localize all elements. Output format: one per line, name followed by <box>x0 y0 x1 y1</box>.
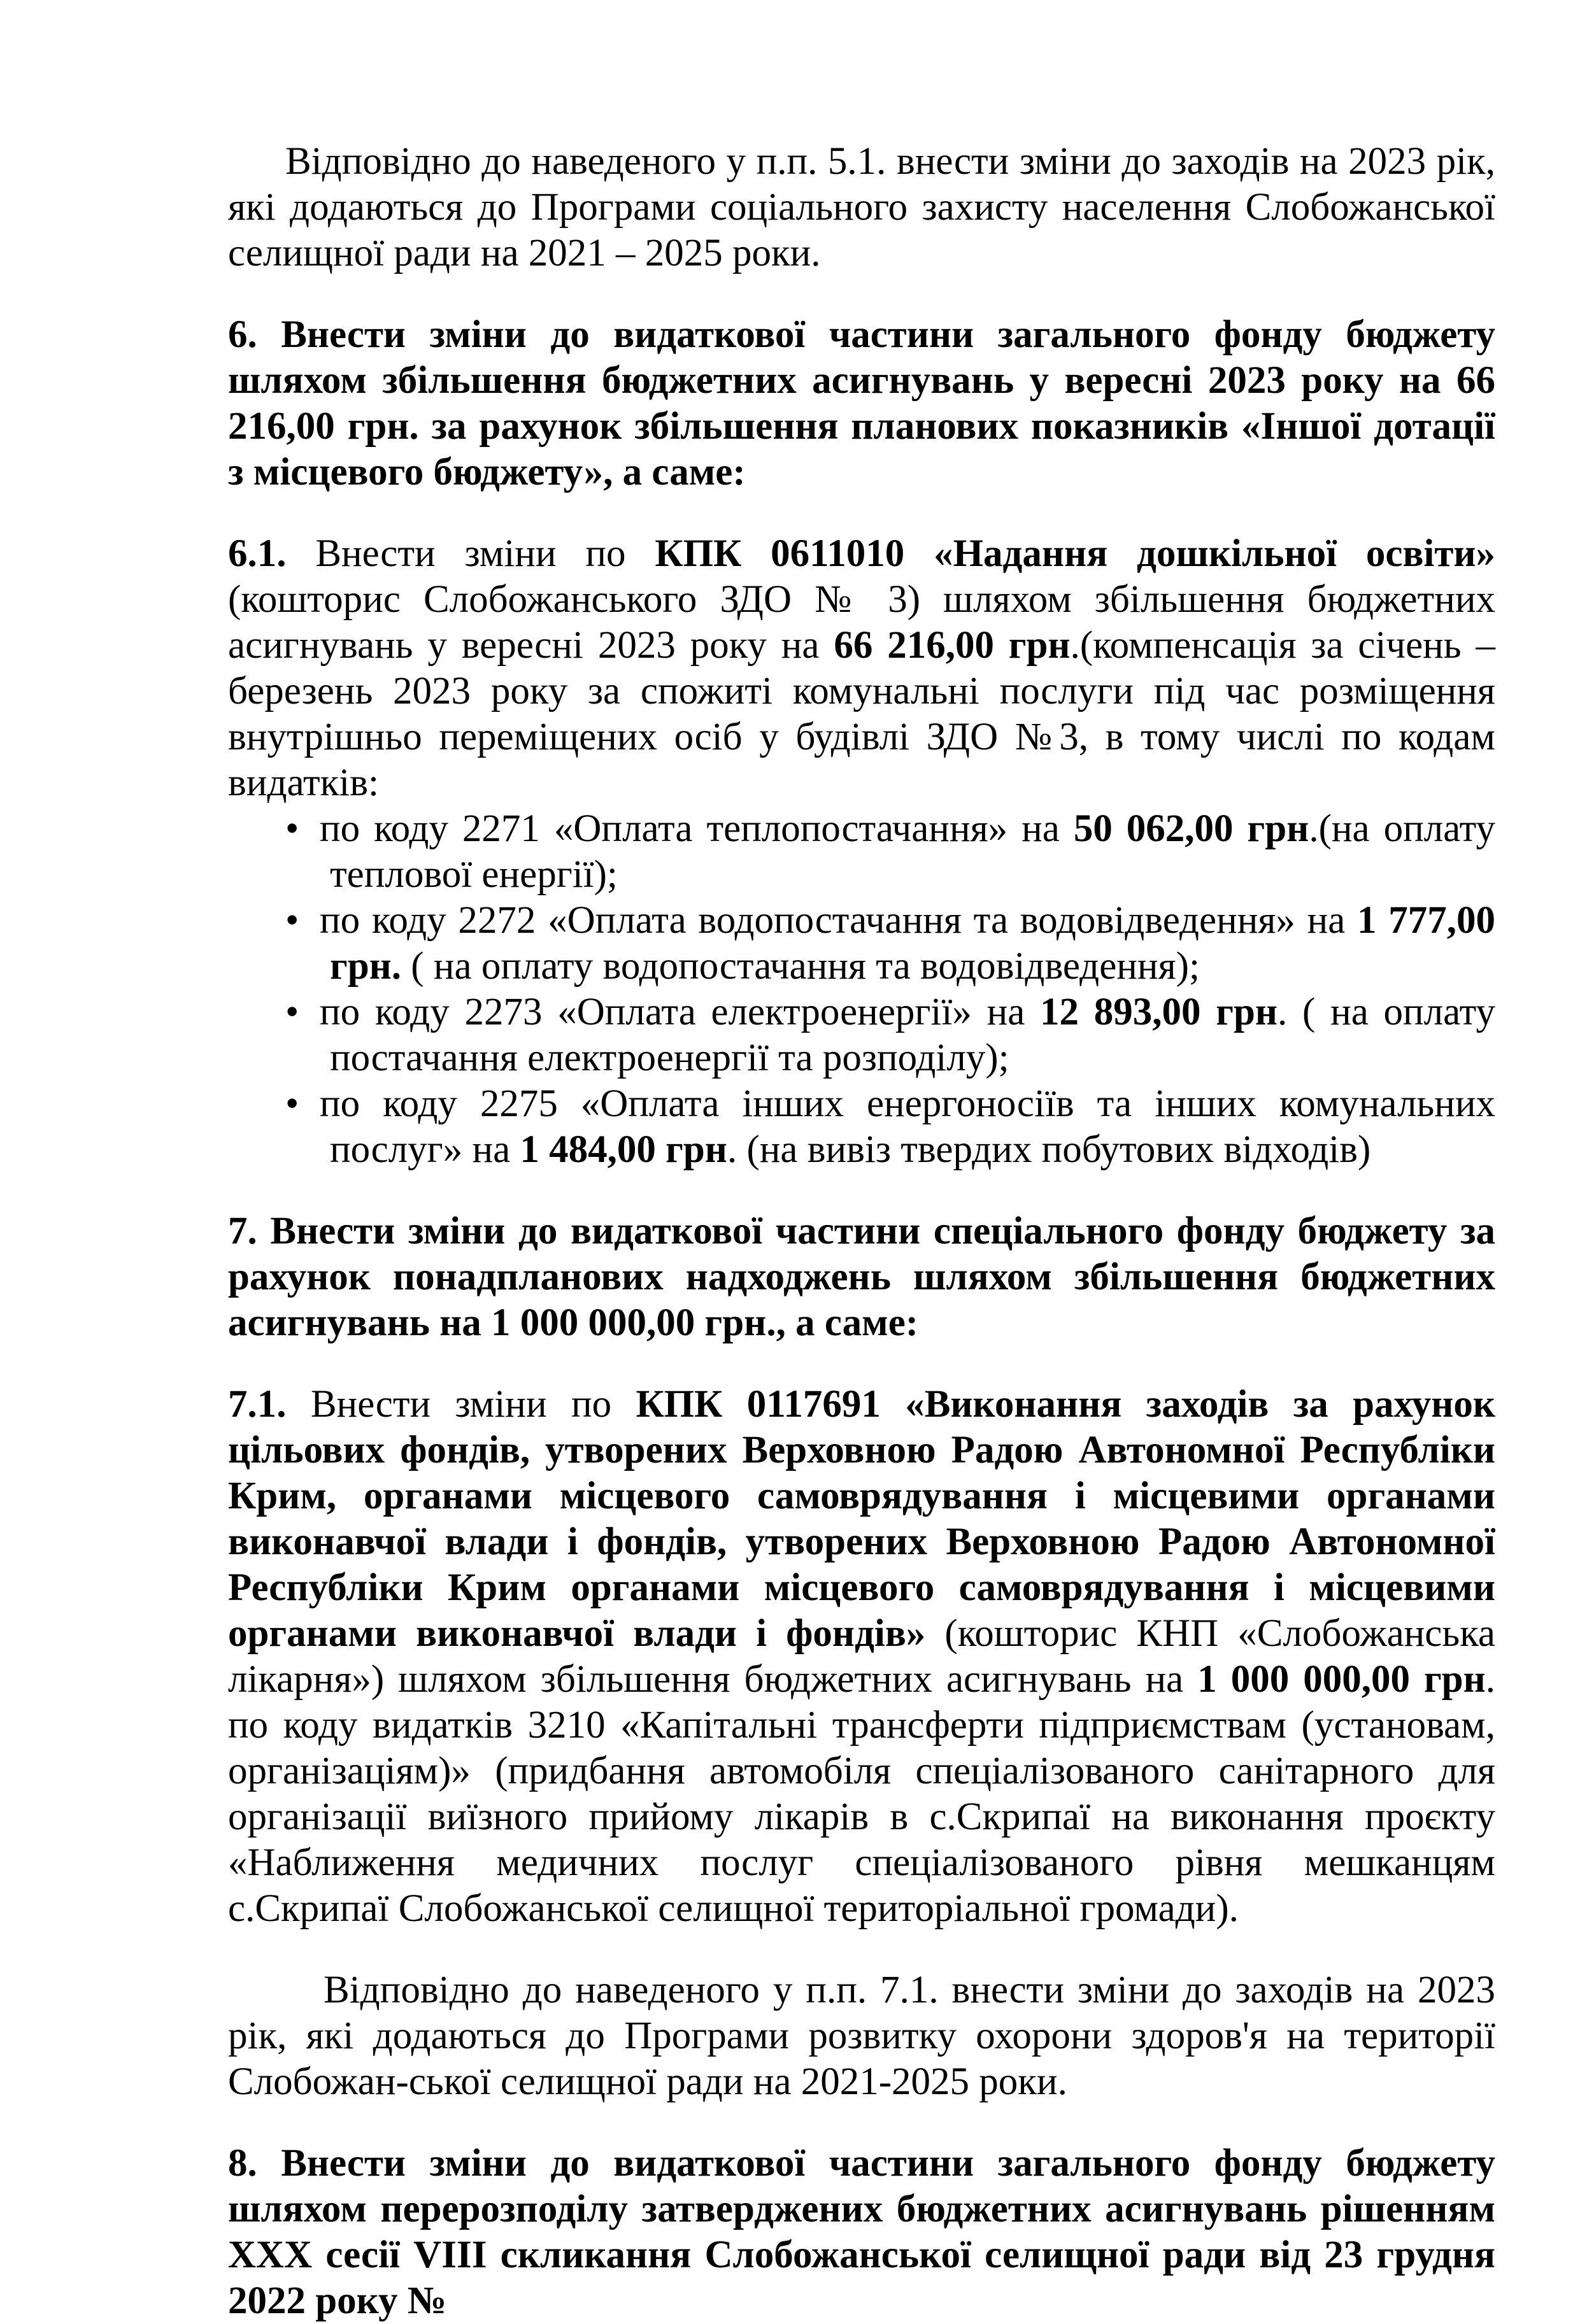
text: Внести зміни по <box>286 1383 636 1426</box>
text: (кошторис КНП «Слобожанська лікарня») шляхом збільшення бюджетних асигнувань на <box>228 1612 1495 1701</box>
text: .(на оплату теплової енергії); <box>330 807 1496 896</box>
bold-text: КПК 0611010 «Надання дошкільної освіти» <box>655 532 1495 575</box>
bold-text: 6. Внести зміни до видаткової частини загального фонду бюджету шляхом збільшення бюджетних асигнувань у вересні 2023 року на 66 216,00 грн. за рахунок збільшення планових показників «Іншої дотації з місцевого бюджету», а саме: <box>228 313 1495 493</box>
bold-text: 1 484,00 грн <box>520 1128 727 1171</box>
list-item <box>228 806 1495 898</box>
text: Відповідно до наведеного у п.п. 7.1. внести зміни до заходів на 2023 рік, які додаються до Програми розвитку охорони здоров'я на території Слобожан-ської селищної ради на 2021-2025 роки. <box>228 1969 1495 2103</box>
text: по коду 2271 «Оплата теплопостачання» на <box>320 807 1074 850</box>
bold-text: 6.1. <box>228 532 287 575</box>
bold-text: 1 000 000,00 грн <box>1197 1658 1486 1701</box>
bold-text: 7. Внести зміни до видаткової частини спеціального фонду бюджету за рахунок понадпланових надходжень шляхом збільшення бюджетних асигнувань на 1 000 000,00 грн., а саме: <box>228 1210 1495 1344</box>
section-7 <box>228 1208 1495 1346</box>
bold-text: 12 893,00 грн <box>1040 991 1278 1033</box>
text: Внести зміни по <box>286 532 655 575</box>
text: . по коду видатків 3210 «Капітальні трансферти підприємствам (установам, організаціям)» (придбання автомобіля спеціалізованого санітарного для організації виїзного прийому лікарів в с.Скрипаї на виконання проєкту «Наближення медичних послуг спеціалізованого рівня мешканцям с.Скрипаї Слобожанської селищної територіальної громади). <box>228 1658 1495 1930</box>
text: по коду 2273 «Оплата електроенергії» на <box>320 991 1041 1033</box>
bold-text: 1 777,00 грн. <box>330 899 1495 988</box>
para-5-1-note <box>228 139 1495 276</box>
para-7-1-note <box>228 1967 1495 2105</box>
section-6 <box>228 312 1495 495</box>
section-6-1 <box>228 531 1495 806</box>
section-8 <box>228 2141 1495 2324</box>
text: . ( на оплату постачання електроенергії та розподілу); <box>330 991 1495 1079</box>
expense-code-list <box>228 806 1495 1173</box>
bold-text: 7.1. <box>228 1383 287 1426</box>
bold-text: КПК 0117691 «Виконання заходів за рахунок цільових фондів, утворених Верховною Радою Автономної Республіки Крим, органами місцевого самоврядування і місцевими органами виконавчої влади і фондів, утворених Верховною Радою Автономної Республіки Крим органами місцевого самоврядування і місцевими органами виконавчої влади і фондів» <box>228 1383 1495 1655</box>
bold-text: 8. Внести зміни до видаткової частини загального фонду бюджету шляхом перерозподілу затверджених бюджетних асигнувань рішенням ХХХ сесії VIII скликання Слобожанської селищної ради від 23 грудня 2022 року № <box>228 2142 1495 2322</box>
text: по коду 2275 «Оплата інших енергоносіїв та інших комунальних послуг» на <box>320 1082 1495 1171</box>
bold-text: 66 216,00 грн <box>834 624 1071 667</box>
text: по коду 2272 «Оплата водопостачання та водовідведення» на <box>320 899 1358 942</box>
text: .(компенсація за січень – березень 2023 року за спожиті комунальні послуги під час розміщення внутрішньо переміщених осіб у будівлі ЗДО №3, в тому числі по кодам видатків: <box>228 624 1495 804</box>
bold-text: 50 062,00 грн <box>1073 807 1309 850</box>
text: . (на вивіз твердих побутових відходів) <box>727 1128 1371 1171</box>
text: (кошторис Слобожанського ЗДО № 3) шляхом збільшення бюджетних асигнувань у вересні 2023 року на <box>228 578 1495 667</box>
text: ( на оплату водопостачання та водовідведення); <box>401 945 1200 988</box>
list-item <box>228 1081 1495 1173</box>
text: Відповідно до наведеного у п.п. 5.1. внести зміни до заходів на 2023 рік, які додаються до Програми соціального захисту населення Слобожанської селищної ради на 2021 – 2025 роки. <box>228 140 1495 274</box>
list-item <box>228 989 1495 1081</box>
section-7-1 <box>228 1382 1495 1932</box>
list-item <box>228 898 1495 989</box>
